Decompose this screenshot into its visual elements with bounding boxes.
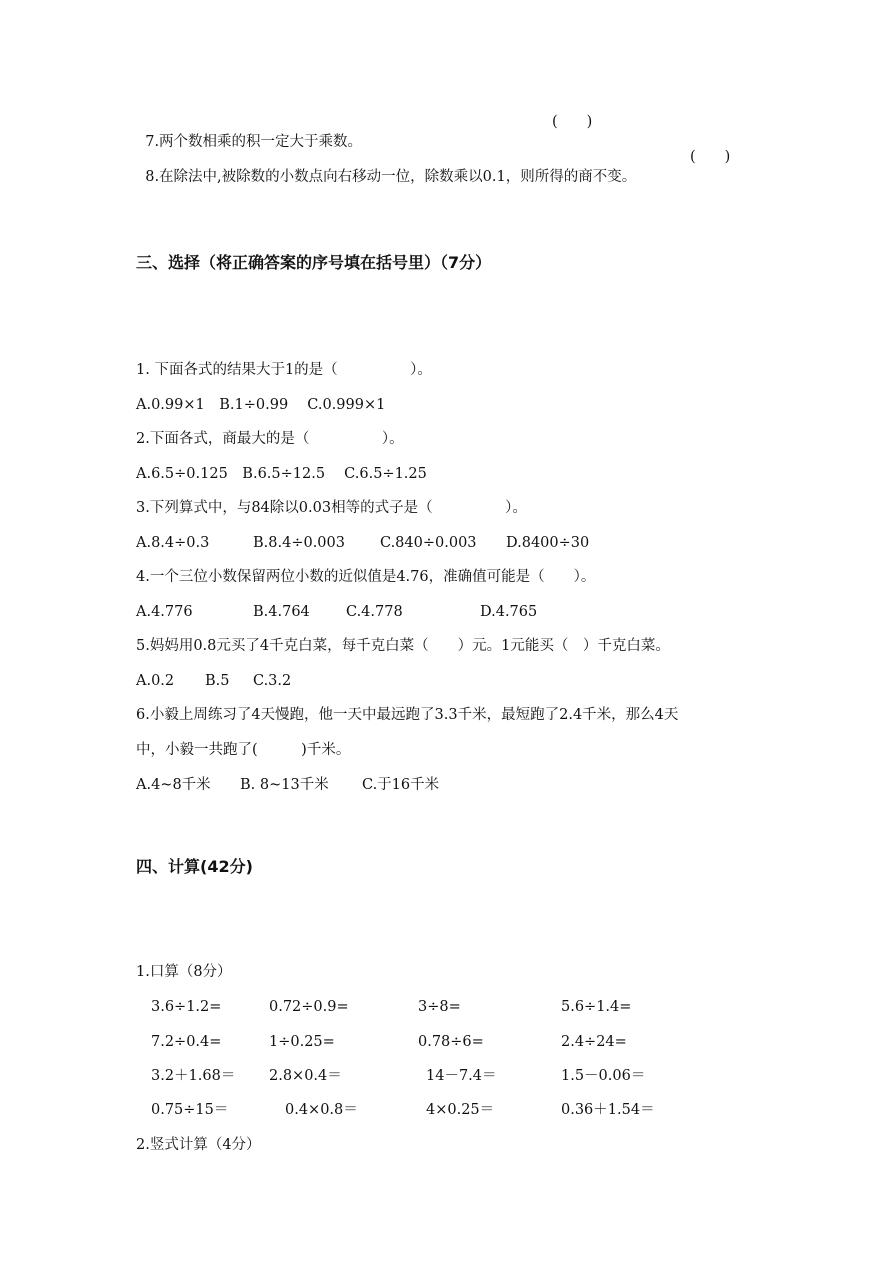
choice-question-2: 2.下面各式，商最大的是（ ）。 xyxy=(136,431,404,447)
question-7 xyxy=(136,112,362,152)
choice-question-1-options: A.0.99×1 B.1÷0.99 C.0.999×1 xyxy=(136,397,386,413)
question-8 xyxy=(136,147,636,187)
oral-calc-item: 0.72÷0.9= xyxy=(269,999,349,1015)
oral-calc-title: 1.口算（8分） xyxy=(136,964,232,980)
choice-question-3-option-b: B.8.4÷0.003 xyxy=(253,535,345,551)
choice-question-3-option-a: A.8.4÷0.3 xyxy=(136,535,210,551)
oral-calc-item: 1÷0.25= xyxy=(269,1034,335,1050)
choice-question-3-option-c: C.840÷0.003 xyxy=(380,535,477,551)
choice-question-4: 4.一个三位小数保留两位小数的近似值是4.76，准确值可能是（ ）。 xyxy=(136,569,596,585)
oral-calc-item: 0.78÷6= xyxy=(418,1034,484,1050)
choice-question-4-option-b: B.4.764 xyxy=(253,604,310,620)
oral-calc-item: 2.8×0.4＝ xyxy=(269,1068,342,1084)
oral-calc-item: 3.6÷1.2= xyxy=(151,999,222,1015)
section-4-heading: 四、计算(42分) xyxy=(136,857,253,876)
choice-question-4-option-d: D.4.765 xyxy=(480,604,538,620)
question-8-answer-paren: ( ) xyxy=(690,149,731,165)
oral-calc-item: 7.2÷0.4= xyxy=(151,1034,222,1050)
choice-question-6-option-a: A.4~8千米 xyxy=(136,777,211,793)
oral-calc-item: 3.2＋1.68＝ xyxy=(151,1068,236,1084)
choice-question-6-line-2: 中，小毅一共跑了( )千米。 xyxy=(136,742,351,758)
question-7-answer-paren: ( ) xyxy=(552,114,593,130)
oral-calc-item: 4×0.25＝ xyxy=(426,1102,495,1118)
oral-calc-item: 14－7.4＝ xyxy=(426,1068,497,1084)
choice-question-5-option-c: C.3.2 xyxy=(253,673,292,689)
choice-question-5-option-b: B.5 xyxy=(205,673,230,689)
choice-question-4-option-a: A.4.776 xyxy=(136,604,193,620)
choice-question-6-option-c: C.于16千米 xyxy=(362,777,440,793)
choice-question-2-options: A.6.5÷0.125 B.6.5÷12.5 C.6.5÷1.25 xyxy=(136,466,427,482)
choice-question-4-option-c: C.4.778 xyxy=(346,604,403,620)
section-3-heading: 三、选择（将正确答案的序号填在括号里）（7分） xyxy=(136,253,492,272)
vertical-calc-title: 2.竖式计算（4分） xyxy=(136,1137,261,1153)
oral-calc-item: 0.4×0.8＝ xyxy=(285,1102,358,1118)
question-7-text: 7.两个数相乘的积一定大于乘数。 xyxy=(145,134,363,150)
oral-calc-item: 0.36＋1.54＝ xyxy=(561,1102,655,1118)
choice-question-3: 3.下列算式中，与84除以0.03相等的式子是（ ）。 xyxy=(136,500,527,516)
choice-question-5: 5.妈妈用0.8元买了4千克白菜，每千克白菜（ ）元。1元能买（ ）千克白菜。 xyxy=(136,638,670,654)
choice-question-6-option-b: B. 8~13千米 xyxy=(240,777,329,793)
question-8-text: 8.在除法中,被除数的小数点向右移动一位，除数乘以0.1，则所得的商不变。 xyxy=(145,169,637,185)
choice-question-5-option-a: A.0.2 xyxy=(136,673,175,689)
oral-calc-item: 5.6÷1.4= xyxy=(561,999,632,1015)
oral-calc-item: 0.75÷15＝ xyxy=(151,1102,229,1118)
choice-question-6-line-1: 6.小毅上周练习了4天慢跑，他一天中最远跑了3.3千米，最短跑了2.4千米，那么4天 xyxy=(136,707,679,723)
choice-question-1: 1. 下面各式的结果大于1的是（ ）。 xyxy=(136,362,432,378)
oral-calc-item: 1.5－0.06＝ xyxy=(561,1068,646,1084)
oral-calc-item: 3÷8= xyxy=(418,999,461,1015)
oral-calc-item: 2.4÷24= xyxy=(561,1034,627,1050)
choice-question-3-option-d: D.8400÷30 xyxy=(506,535,590,551)
